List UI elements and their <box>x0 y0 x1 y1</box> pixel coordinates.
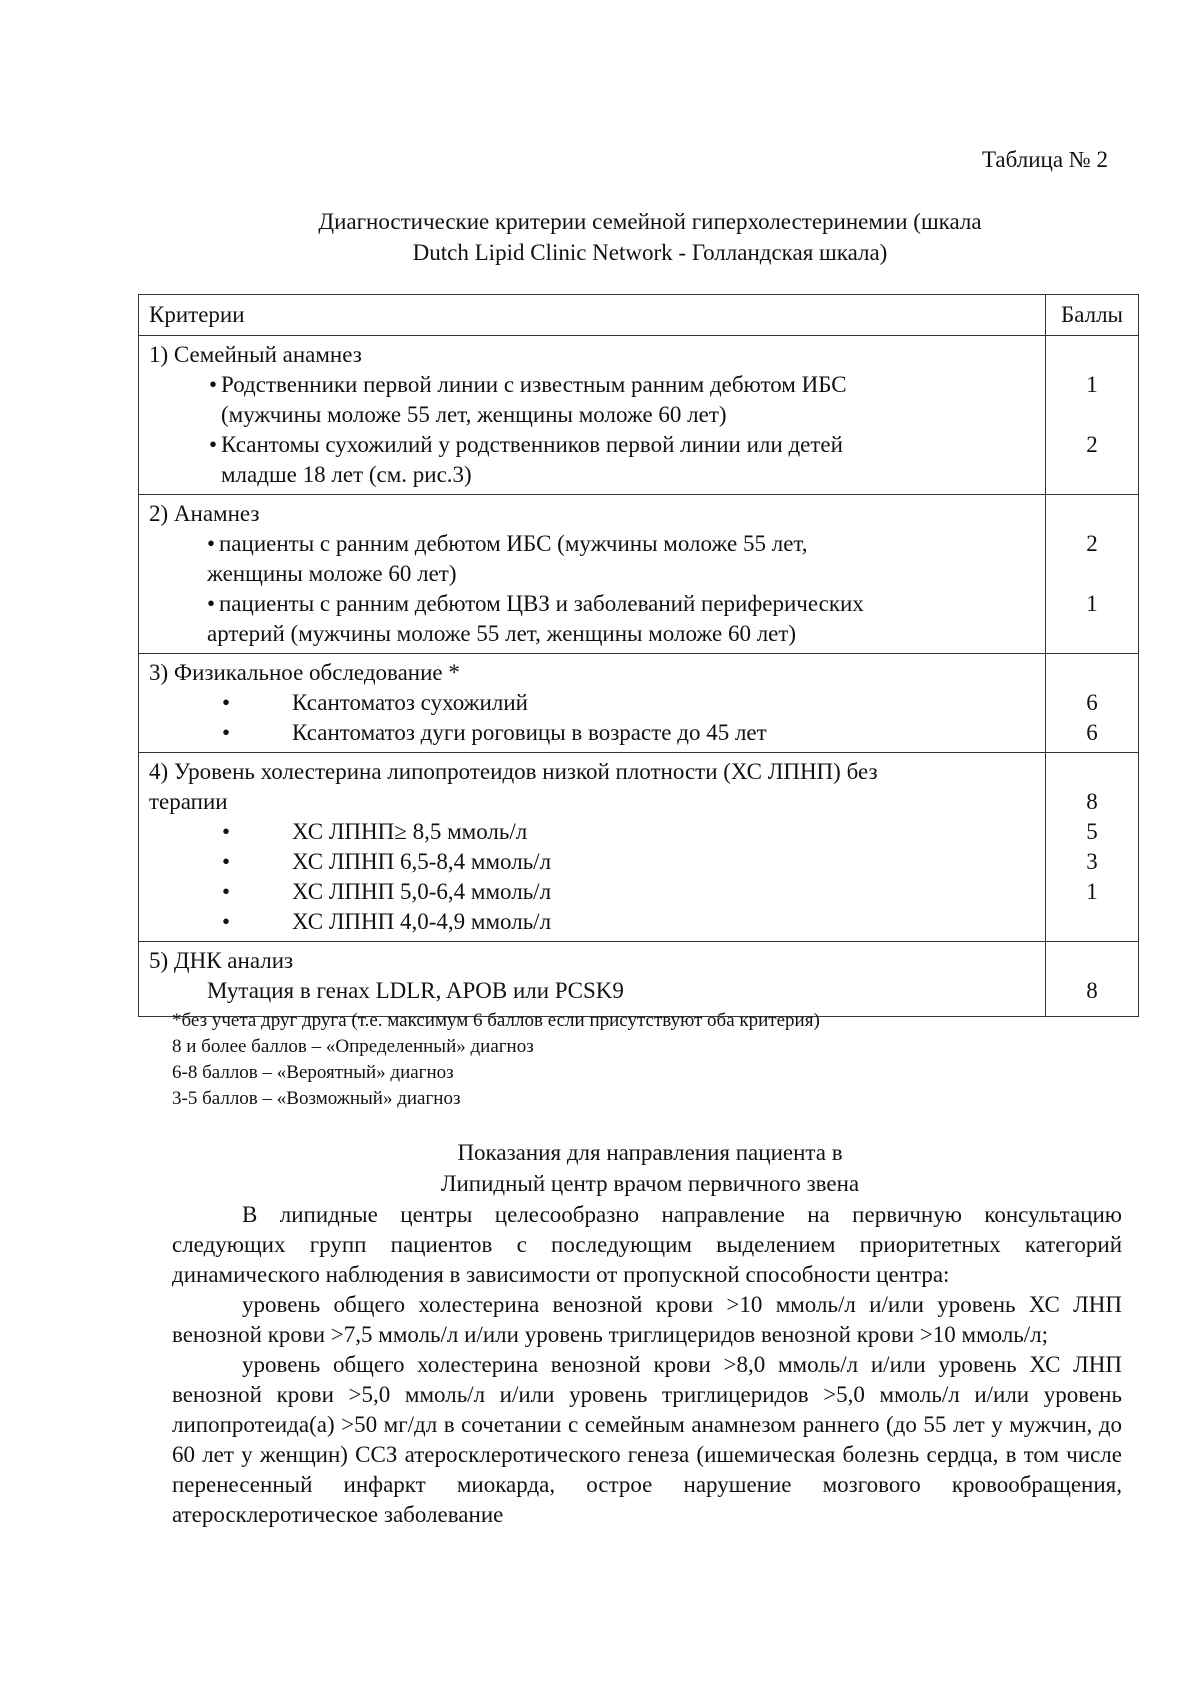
table-row <box>139 654 1139 753</box>
item-text: (мужчины моложе 55 лет, женщины моложе 60 лет) <box>221 402 727 427</box>
list-item <box>149 370 1035 430</box>
item-text: артерий (мужчины моложе 55 лет, женщины моложе 60 лет) <box>207 621 797 646</box>
score-value: 2 <box>1086 531 1098 556</box>
header-criteria: Критерии <box>139 295 1046 336</box>
table-row <box>139 336 1139 495</box>
paragraph: В липидные центры целесообразно направление на первичную консультацию следующих групп пациентов с последующим выделением приоритетных категорий динамического наблюдения в зависимости от пропускной способности центра: <box>172 1202 1122 1287</box>
score-value: 8 <box>1086 978 1098 1003</box>
footnote: 8 и более баллов – «Определенный» диагноз <box>172 1036 534 1057</box>
table-title <box>140 206 1160 268</box>
item-text: Ксантомы сухожилий у родственников первой линии или детей <box>221 432 843 457</box>
body-text <box>172 1200 1122 1530</box>
criteria-table <box>138 294 1139 1017</box>
score-value: 8 <box>1086 789 1098 814</box>
item-text: младше 18 лет (см. рис.3) <box>221 462 472 487</box>
bullet-icon: • <box>222 819 231 844</box>
bullet-icon: • <box>207 531 216 556</box>
item-text: Мутация в генах LDLR, APOB или PCSK9 <box>207 978 624 1003</box>
list-item <box>149 907 1035 937</box>
section-title: 5) ДНК анализ <box>149 948 294 973</box>
bullet-icon: • <box>222 879 231 904</box>
section-heading <box>140 1137 1160 1199</box>
item-text: пациенты с ранним дебютом ИБС (мужчины моложе 55 лет, <box>219 531 808 556</box>
section-title: терапии <box>149 789 228 814</box>
bullet-icon: • <box>222 849 231 874</box>
item-text: женщины моложе 60 лет) <box>207 561 457 586</box>
bullet-icon: • <box>222 690 231 715</box>
table-row <box>139 495 1139 654</box>
section-heading-line2: Липидный центр врачом первичного звена <box>440 1171 860 1196</box>
list-item <box>149 589 1035 619</box>
table-footnotes <box>172 1008 820 1112</box>
footnote: 3-5 баллов – «Возможный» диагноз <box>172 1088 461 1109</box>
item-text: ХС ЛПНП 6,5-8,4 ммоль/л <box>292 849 552 874</box>
score-value: 6 <box>1086 720 1098 745</box>
table-row <box>139 942 1139 1017</box>
header-score: Баллы <box>1046 295 1139 336</box>
score-value: 3 <box>1086 849 1098 874</box>
table-header-row <box>139 295 1139 336</box>
item-text: ХС ЛПНП 4,0-4,9 ммоль/л <box>292 909 552 934</box>
paragraph: уровень общего холестерина венозной крови >10 ммоль/л и/или уровень ХС ЛНП венозной крови >7,5 ммоль/л и/или уровень триглицеридов венозной крови >10 ммоль/л; <box>172 1292 1122 1347</box>
score-value: 1 <box>1086 372 1098 397</box>
table-number-label: Таблица № 2 <box>981 147 1108 172</box>
section-title: 1) Семейный анамнез <box>149 342 362 367</box>
score-value: 1 <box>1086 879 1098 904</box>
score-value: 5 <box>1086 819 1098 844</box>
bullet-icon: • <box>222 720 231 745</box>
table-row <box>139 753 1139 942</box>
item-text: Родственники первой линии с известным ранним дебютом ИБС <box>221 372 847 397</box>
list-item <box>149 718 1035 748</box>
bullet-icon: • <box>209 432 218 457</box>
list-item <box>149 817 1035 847</box>
list-item <box>149 430 1035 490</box>
section-title: 4) Уровень холестерина липопротеидов низкой плотности (ХС ЛПНП) без <box>149 759 878 784</box>
score-value: 1 <box>1086 591 1098 616</box>
item-text: Ксантоматоз дуги роговицы в возрасте до 45 лет <box>292 720 767 745</box>
paragraph: уровень общего холестерина венозной крови >8,0 ммоль/л и/или уровень ХС ЛНП венозной крови >5,0 ммоль/л и/или уровень триглицеридов >5,0 ммоль/л и/или уровень липопротеида(а) >50 мг/дл в сочетании с семейным анамнезом раннего (до 55 лет у мужчин, до 60 лет у женщин) ССЗ атеросклеротического генеза (ишемическая болезнь сердца, в том числе перенесенный инфаркт миокарда, острое нарушение мозгового кровообращения, атеросклеротическое заболевание <box>172 1352 1122 1527</box>
footnote: 6-8 баллов – «Вероятный» диагноз <box>172 1062 454 1083</box>
section-title: 3) Физикальное обследование * <box>149 660 460 685</box>
item-text: ХС ЛПНП 5,0-6,4 ммоль/л <box>292 879 552 904</box>
list-item <box>149 688 1035 718</box>
table-title-line2: Dutch Lipid Clinic Network - Голландская шкала) <box>412 240 888 265</box>
bullet-icon: • <box>209 372 218 397</box>
bullet-icon: • <box>207 591 216 616</box>
score-value: 2 <box>1086 432 1098 457</box>
section-title: 2) Анамнез <box>149 501 260 526</box>
item-text: пациенты с ранним дебютом ЦВЗ и заболеваний периферических <box>219 591 864 616</box>
table-title-line1: Диагностические критерии семейной гиперхолестеринемии (шкала <box>318 209 982 234</box>
section-heading-line1: Показания для направления пациента в <box>457 1140 843 1165</box>
score-value: 6 <box>1086 690 1098 715</box>
bullet-icon: • <box>222 909 231 934</box>
item-text: ХС ЛПНП≥ 8,5 ммоль/л <box>292 819 528 844</box>
list-item <box>149 877 1035 907</box>
list-item <box>149 529 1035 559</box>
footnote: *без учета друг друга (т.е. максимум 6 баллов если присутствуют оба критерия) <box>172 1010 820 1031</box>
item-text: Ксантоматоз сухожилий <box>292 690 528 715</box>
list-item <box>149 847 1035 877</box>
